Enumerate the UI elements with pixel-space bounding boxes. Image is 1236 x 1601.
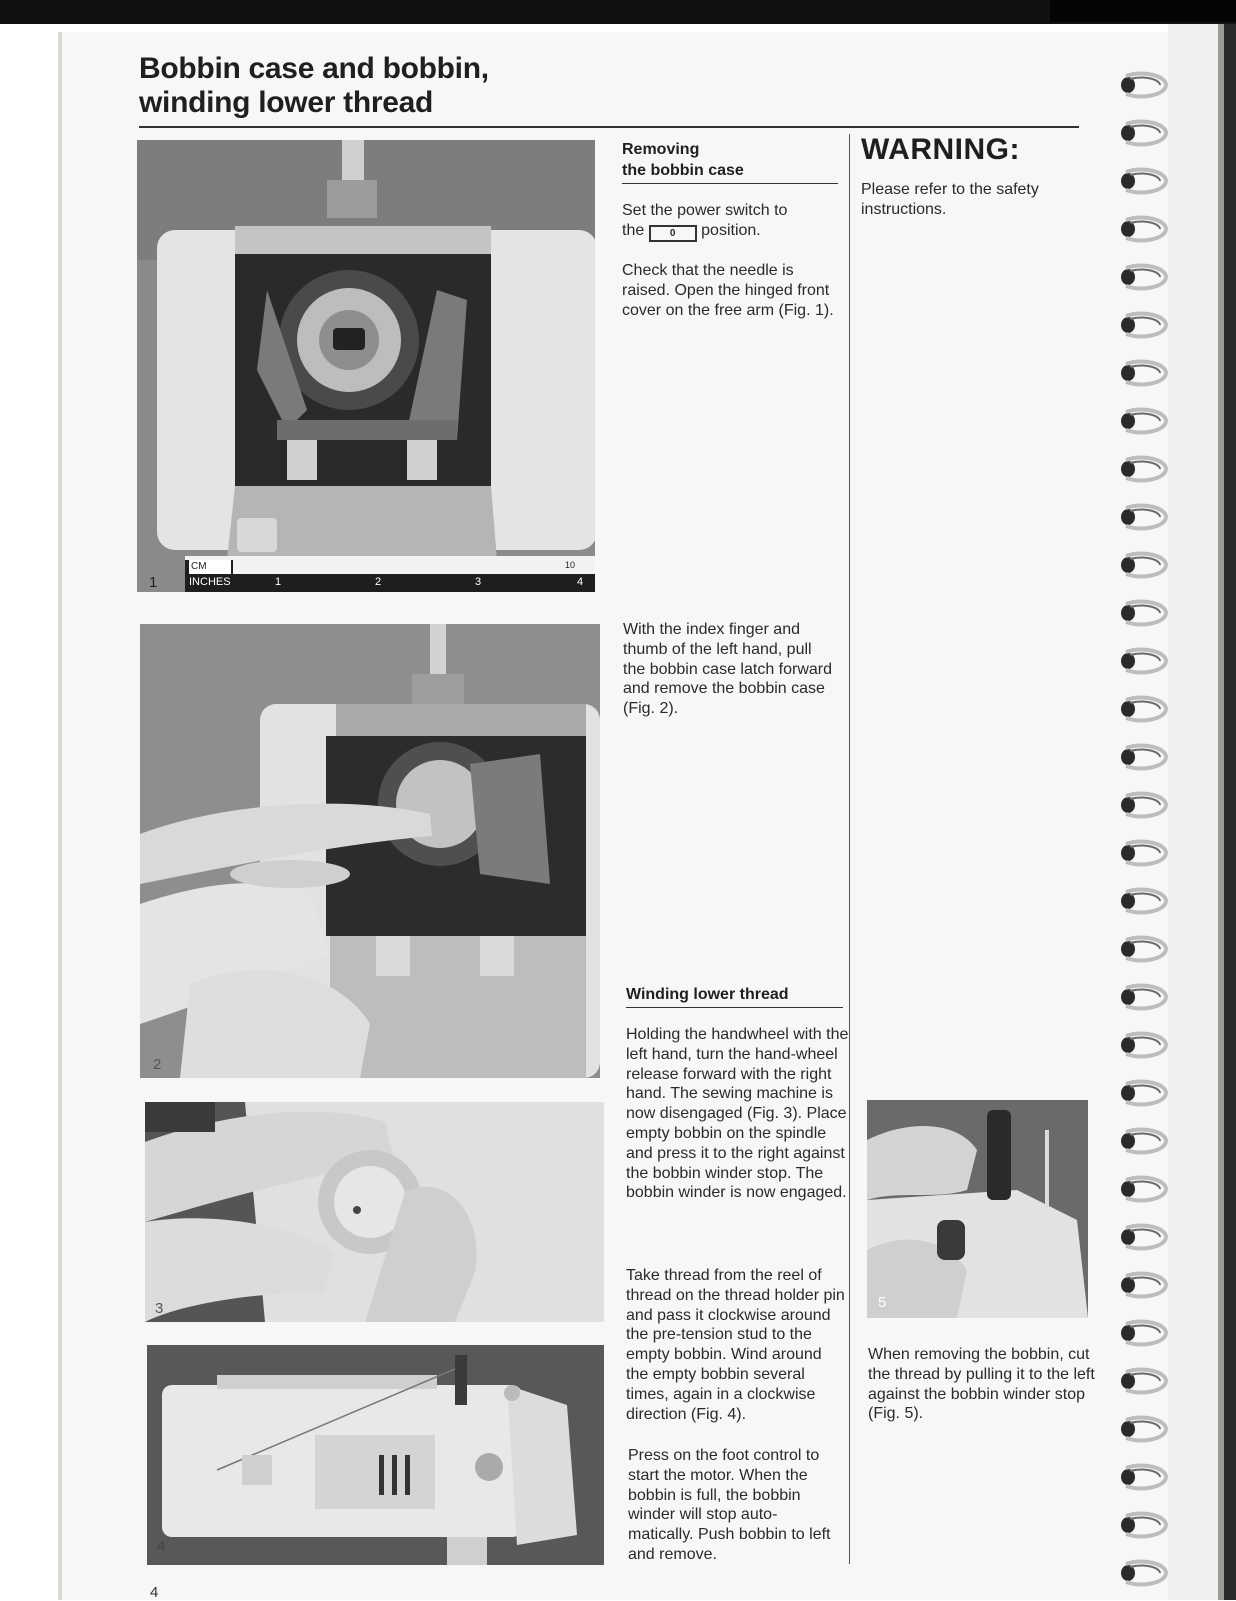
binding-ring (1120, 1270, 1172, 1300)
binding-ring (1120, 646, 1172, 676)
page-edge (58, 32, 62, 1600)
binding-ring (1120, 454, 1172, 484)
power-zero-symbol: 0 (649, 225, 697, 242)
figure-1-ruler (185, 560, 595, 592)
binding-ring (1120, 358, 1172, 388)
binding-ring (1120, 934, 1172, 964)
binding-ring (1120, 1030, 1172, 1060)
binding-ring (1120, 1126, 1172, 1156)
winding-paragraph-1: Holding the handwheel with the left hand, turn the hand-wheel release forward with the right hand. The sewing machine is now disengaged (Fig. 3). Place empty bobbin on the spindle and press it to the right against the bobbin winder stop. The bobbin winder is now engaged. (626, 1026, 849, 1202)
binding-ring (1120, 1078, 1172, 1108)
figure-2-photo (140, 624, 600, 1078)
ruler-mark-1: 1 (275, 576, 282, 588)
scan-border-shadow (1050, 0, 1236, 22)
binding-ring (1120, 790, 1172, 820)
figure-1-photo (137, 140, 595, 592)
binding-ring (1120, 1366, 1172, 1396)
ruler-cm-label: CM (189, 560, 231, 574)
figure-4-number: 4 (157, 1538, 166, 1555)
heading-removing-line-2: the bobbin case (622, 162, 744, 179)
power-text-after: position. (701, 221, 761, 239)
winding-paragraph-3: Press on the foot control to start the motor. When the bobbin is full, the bobbin winder will stop auto-matically. Push bobbin to left and remove. (628, 1447, 831, 1563)
heading-removing-line-1: Removing (622, 141, 700, 158)
heading-removing-bobbin-case (622, 139, 838, 184)
title-line-1: Bobbin case and bobbin, (139, 52, 489, 85)
fig5-caption-text: When removing the bobbin, cut the thread by pulling it to the left against the bobbin winder stop (Fig. 5). (868, 1346, 1095, 1423)
binding-ring (1120, 982, 1172, 1012)
figure-3-number: 3 (155, 1300, 164, 1317)
figure-4-photo (147, 1345, 604, 1565)
power-text-the: the (622, 221, 645, 239)
binding-ring (1120, 838, 1172, 868)
title-rule (139, 126, 1079, 128)
binding-ring (1120, 1462, 1172, 1492)
binding-ring (1120, 214, 1172, 244)
pull-bobbin-case-text: With the index finger and thumb of the left hand, pull the bobbin case latch forward and remove the bobbin case (Fig. 2). (623, 621, 833, 718)
binding-ring (1120, 1510, 1172, 1540)
binding-ring (1120, 1222, 1172, 1252)
binding-ring (1120, 1174, 1172, 1204)
figure-3-photo (145, 1102, 604, 1322)
ruler-mark-3: 3 (475, 576, 482, 588)
binding-ring (1120, 166, 1172, 196)
figure-2-number: 2 (153, 1056, 162, 1073)
binding-ring (1120, 598, 1172, 628)
ruler-cm-scale (233, 560, 595, 574)
page-number: 4 (150, 1584, 159, 1601)
binding-ring (1120, 310, 1172, 340)
figure-5-photo (867, 1100, 1088, 1318)
winding-paragraph-2: Take thread from the reel of thread on the thread holder pin and pass it clockwise around the pre-tension stud to the empty bobbin. Wind around the empty bobbin several times, again in a clockwise direction (Fig. 4). (626, 1267, 845, 1423)
binding-ring (1120, 502, 1172, 532)
scan-border-right (1224, 24, 1236, 1600)
heading-winding-lower-thread: Winding lower thread (626, 984, 843, 1008)
figure-5-number: 5 (878, 1294, 887, 1311)
ruler-inches-label: INCHES (189, 576, 231, 588)
warning-text: Please refer to the safety instructions. (861, 181, 1039, 218)
ruler-cm-mark: 10 (565, 560, 576, 570)
binding-ring (1120, 262, 1172, 292)
warning-heading: WARNING: (861, 133, 1020, 166)
title-line-2: winding lower thread (139, 86, 434, 119)
binding-ring (1120, 118, 1172, 148)
binding-ring (1120, 742, 1172, 772)
ruler-mark-2: 2 (375, 576, 382, 588)
binding-ring (1120, 70, 1172, 100)
binding-ring (1120, 1414, 1172, 1444)
ruler-mark-4: 4 (577, 576, 584, 588)
binding-ring (1120, 406, 1172, 436)
binding-ring (1120, 550, 1172, 580)
power-switch-instruction (622, 201, 834, 242)
figure-1-number: 1 (149, 574, 158, 591)
binding-ring (1120, 694, 1172, 724)
binding-ring (1120, 1558, 1172, 1588)
binding-ring (1120, 1318, 1172, 1348)
column-divider (849, 134, 850, 1564)
page-title (139, 52, 489, 120)
check-needle-text: Check that the needle is raised. Open the hinged front cover on the free arm (Fig. 1). (622, 262, 834, 319)
binding-ring (1120, 886, 1172, 916)
power-text-before: Set the power switch to (622, 202, 788, 219)
